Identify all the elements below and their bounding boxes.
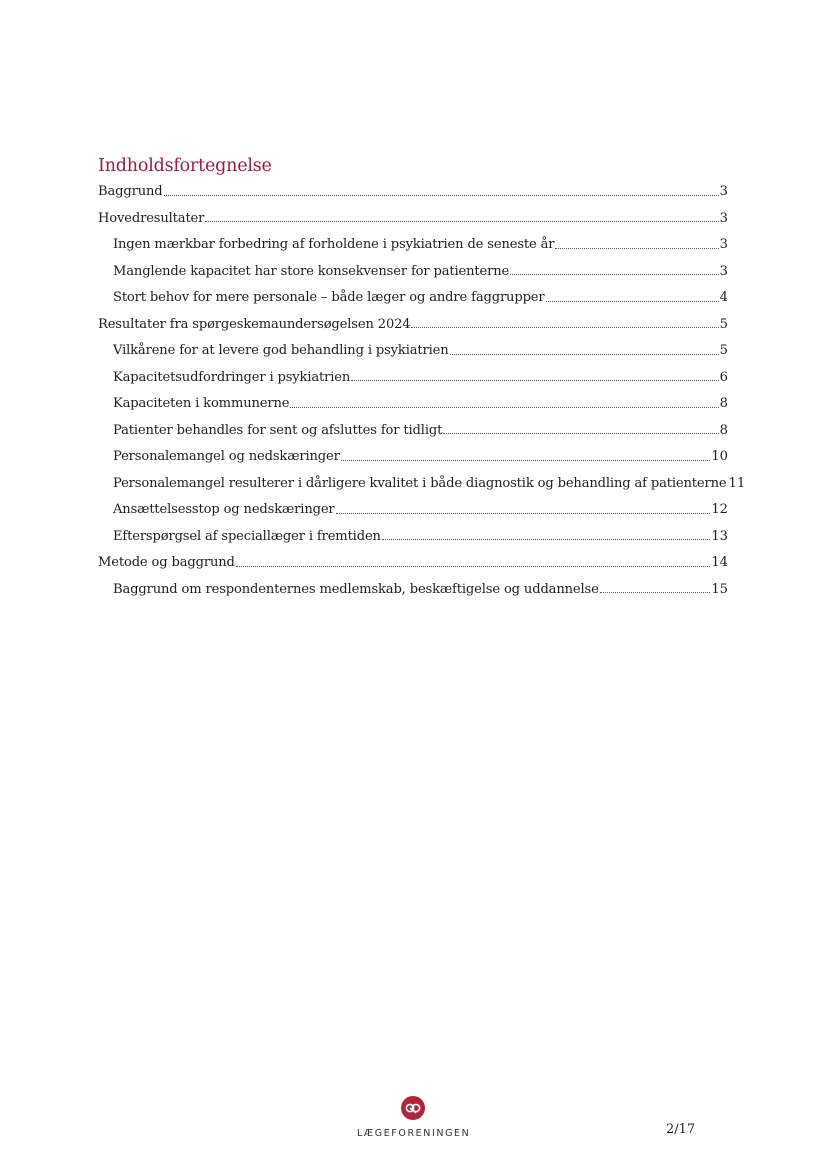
toc-entry-title: Baggrund (98, 184, 163, 199)
toc-entry-title: Patienter behandles for sent og afsluttes for tidligt (113, 422, 443, 438)
toc-entry-personalemangel[interactable] (98, 444, 728, 471)
toc-dot-leader (290, 406, 718, 408)
toc-entry-title: Ansættelsesstop og nedskæringer (113, 502, 335, 517)
toc-entry-page: 3 (719, 263, 728, 279)
toc-entry-page: 12 (711, 502, 728, 517)
toc-entry-title: Ingen mærkbar forbedring af forholdene i psykiatrien de seneste år (113, 237, 555, 252)
toc-dot-leader (382, 538, 711, 540)
toc-entry-page: 4 (719, 290, 728, 305)
toc-entry-efterspoergsel[interactable] (98, 524, 728, 551)
toc-dot-leader (336, 512, 711, 514)
toc-entry-title: Vilkårene for at levere god behandling i psykiatrien (113, 343, 449, 358)
toc-entry-kapacitetsudfordringer[interactable] (98, 365, 728, 392)
toc-dot-leader (236, 565, 711, 567)
toc-entry-kapaciteten-i-kommunerne[interactable] (98, 391, 728, 418)
toc-entry-page: 15 (711, 581, 728, 597)
toc-heading: Indholdsfortegnelse (98, 156, 272, 176)
toc-entry-page: 8 (719, 396, 728, 411)
toc-entry-page: 14 (711, 555, 728, 570)
toc-entry-page: 3 (719, 237, 728, 252)
toc-entry-page: 5 (719, 343, 728, 358)
toc-dot-leader (443, 432, 718, 434)
toc-entry-page: 3 (719, 210, 728, 226)
toc-entry-page: 8 (719, 422, 728, 438)
toc-entry-vilkaarene[interactable] (98, 338, 728, 365)
toc-dot-leader (555, 247, 718, 249)
toc-dot-leader (351, 379, 718, 381)
toc-entry-baggrund[interactable] (98, 179, 728, 206)
toc-dot-leader (341, 459, 711, 461)
toc-entry-title: Resultater fra spørgeskemaundersøgelsen 2024 (98, 316, 411, 332)
toc-entry-manglende-kapacitet[interactable] (98, 259, 728, 286)
toc-entry-title: Metode og baggrund (98, 555, 235, 570)
laegeforeningen-logo-icon (401, 1096, 425, 1120)
toc-dot-leader (205, 220, 718, 222)
table-of-contents (98, 179, 746, 603)
toc-entry-page: 6 (719, 369, 728, 385)
toc-entry-page: 11 (728, 475, 746, 491)
toc-entry-title: Hovedresultater (98, 210, 205, 226)
toc-entry-title: Personalemangel og nedskæringer (113, 449, 340, 464)
toc-entry-resultater[interactable] (98, 312, 728, 339)
organization-name: LÆGEFORENINGEN (357, 1128, 471, 1139)
toc-entry-title: Kapaciteten i kommunerne (113, 396, 290, 411)
toc-dot-leader (411, 326, 718, 328)
toc-entry-title: Personalemangel resulterer i dårligere kvalitet i både diagnostik og behandling af patienterne (113, 475, 727, 491)
page-number: 2/17 (666, 1122, 696, 1137)
toc-dot-leader (546, 300, 719, 302)
toc-entry-stort-behov[interactable] (98, 285, 728, 312)
toc-entry-title: Stort behov for mere personale – både læger og andre faggrupper (113, 290, 545, 305)
toc-entry-page: 3 (719, 184, 728, 199)
toc-entry-ansaettelsesstop[interactable] (98, 497, 728, 524)
toc-entry-page: 13 (711, 528, 728, 544)
toc-entry-hovedresultater[interactable] (98, 206, 728, 233)
toc-entry-personalemangel-resulterer[interactable] (98, 471, 746, 498)
toc-entry-patienter-behandles[interactable] (98, 418, 728, 445)
toc-entry-title: Kapacitetsudfordringer i psykiatrien (113, 369, 351, 385)
toc-entry-page: 5 (719, 316, 728, 332)
toc-entry-metode-og-baggrund[interactable] (98, 550, 728, 577)
toc-entry-title: Manglende kapacitet har store konsekvenser for patienterne (113, 263, 510, 279)
toc-dot-leader (450, 353, 719, 355)
toc-entry-baggrund-om-respondenterne[interactable] (98, 577, 728, 604)
toc-entry-title: Efterspørgsel af speciallæger i fremtiden (113, 528, 381, 544)
toc-entry-page: 10 (711, 449, 728, 464)
toc-dot-leader (164, 194, 719, 196)
toc-dot-leader (600, 591, 711, 593)
toc-dot-leader (510, 273, 719, 275)
toc-entry-ingen-maerkbar-forbedring[interactable] (98, 232, 728, 259)
toc-entry-title: Baggrund om respondenternes medlemskab, beskæftigelse og uddannelse (113, 581, 599, 597)
